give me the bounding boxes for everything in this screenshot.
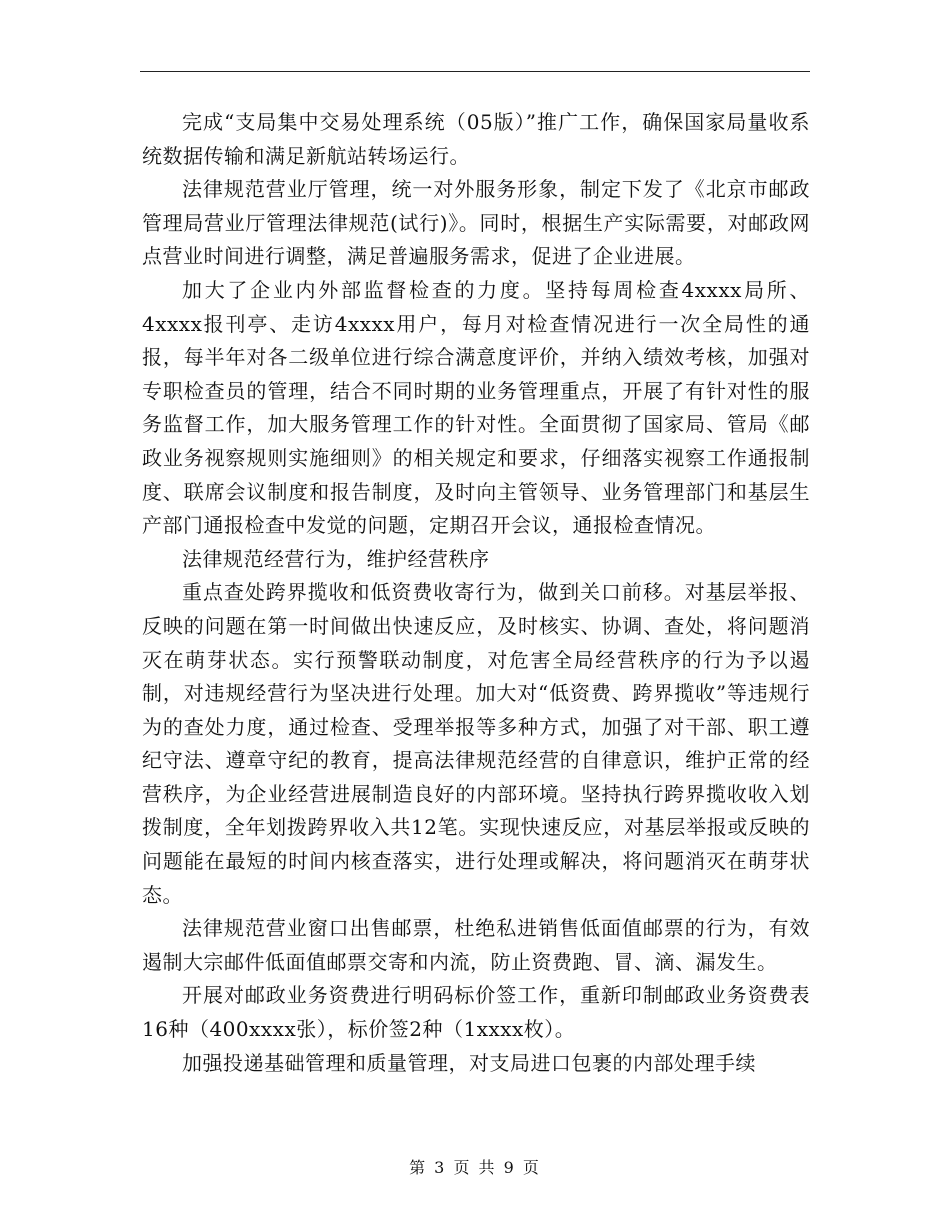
paragraph-5: 法律规范营业窗口出售邮票，杜绝私进销售低面值邮票的行为，有效遏制大宗邮件低面值邮票交寄和内流，防止资费跑、冒、滴、漏发生。 xyxy=(142,916,810,974)
paragraph-1: 完成“支局集中交易处理系统（05版）”推广工作，确保国家局量收系统数据传输和满足新航站转场运行。 xyxy=(142,110,810,168)
paragraph-6: 开展对邮政业务资费进行明码标价签工作，重新印制邮政业务资费表16种（400xxxx张），标价签2种（1xxxx枚）。 xyxy=(142,983,810,1042)
header-rule xyxy=(140,71,810,72)
page-footer: 第 3 页 共 9 页 xyxy=(409,1158,541,1177)
paragraph-3: 加大了企业内外部监督检查的力度。坚持每周检查4xxxx局所、4xxxx报刊亭、走访4xxxx用户，每月对检查情况进行一次全局性的通报，每半年对各二级单位进行综合满意度评价，并纳入绩效考核，加强对专职检查员的管理，结合不同时期的业务管理重点，开展了有针对性的服务监督工作，加大服务管理工作的针对性。全面贯彻了国家局、管局《邮政业务视察规则实施细则》的相关规定和要求，仔细落实视察工作通报制度、联席会议制度和报告制度，及时向主管领导、业务管理部门和基层生产部门通报检查中发觉的问题，定期召开会议，通报检查情况。 xyxy=(142,277,810,538)
paragraph-2: 法律规范营业厅管理，统一对外服务形象，制定下发了《北京市邮政管理局营业厅管理法律规范(试行)》。同时，根据生产实际需要，对邮政网点营业时间进行调整，满足普遍服务需求，促进了企业进展。 xyxy=(142,177,810,269)
section-heading: 法律规范经营行为，维护经营秩序 xyxy=(182,546,490,571)
document-body xyxy=(142,106,810,1080)
paragraph-7: 加强投递基础管理和质量管理，对支局进口包裹的内部处理手续 xyxy=(182,1050,756,1075)
paragraph-4: 重点查处跨界揽收和低资费收寄行为，做到关口前移。对基层举报、反映的问题在第一时间做出快速反应，及时核实、协调、查处，将问题消灭在萌芽状态。实行预警联动制度，对危害全局经营秩序的行为予以遏制，对违规经营行为坚决进行处理。加大对“低资费、跨界揽收”等违规行为的查处力度，通过检查、受理举报等多种方式，加强了对干部、职工遵纪守法、遵章守纪的教育，提高法律规范经营的自律意识，维护正常的经营秩序，为企业经营进展制造良好的内部环境。坚持执行跨界揽收收入划拨制度，全年划拨跨界收入共12笔。实现快速反应，对基层举报或反映的问题能在最短的时间内核查落实，进行处理或解决，将问题消灭在萌芽状态。 xyxy=(142,580,810,907)
